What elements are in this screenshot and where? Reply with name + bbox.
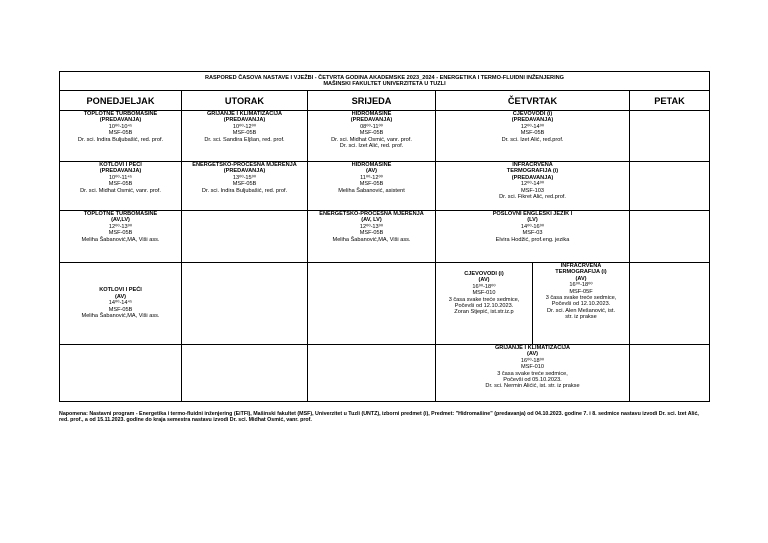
cell-line: MSF-03 [522,230,543,237]
class-cell [436,211,630,263]
cell-line: (AV,LV) [111,217,130,224]
day-header-wednesday: SRIJEDA [308,91,436,111]
class-cell [182,162,308,211]
cell-line: 12⁰⁰-13⁰⁰ [359,223,384,230]
cell-line: Dr. sci. Nermin Alićić, ist. str. iz prakse [485,383,580,390]
cell-line: MSF-05B [520,130,545,137]
cell-line: ENERGETSKO-PROCESNA MJERENJA [319,211,424,217]
empty-cell [308,345,436,402]
cell-line: HIDROMAŠINE [351,162,392,168]
cell-line: MSF-010 [520,364,544,371]
cell-line: 11⁰⁰-12⁰⁰ [360,174,383,181]
cell-line: 10⁰⁰-12⁰⁰ [232,123,257,130]
cell-line: str. iz prakse [565,314,597,321]
day-header-monday: PONEDJELJAK [60,91,182,111]
cell-line: Zoran Stjepić, ist.str.iz.p [454,309,514,316]
cell-line: 10⁰⁰-10⁴⁵ [108,123,133,130]
cell-line: POSLOVNI ENGLESKI JEZIK I [492,211,573,217]
empty-cell [182,211,308,263]
class-cell [308,162,436,211]
cell-line: GRIJANJE I KLIMATIZACIJA [494,345,571,351]
day-header-friday: PETAK [630,91,710,111]
cell-line: MSF-05B [108,130,133,137]
cell-line: (PREDAVANJA) [511,174,554,181]
class-cell [436,345,630,402]
cell-line: MSF-05B [108,230,133,237]
cell-line: TERMOGRAFIJA (i) [506,168,559,175]
empty-cell [182,345,308,402]
cell-line: Dr. sci. Midhat Osmić, vanr. prof. [80,187,161,194]
cell-line: MSF-010 [472,290,496,297]
cell-line: 12⁰⁰-14⁰⁰ [520,181,545,188]
class-cell [308,211,436,263]
cell-line: MSF-05B [108,181,133,188]
empty-cell [630,111,710,162]
class-cell [436,111,630,162]
cell-line: 14⁰⁰-14⁴⁵ [108,300,133,307]
cell-line: 10⁰⁰-11⁴⁵ [108,174,133,181]
cell-line: MSF-05B [232,130,257,137]
cell-line: 3 časa svake treće sedmice, [545,295,617,302]
cell-line: (PREDAVANJA) [223,168,266,175]
cell-line: Meliha Šabanović,MA, Viši ass. [332,236,411,243]
cell-line: 14⁰⁰-16⁰⁰ [520,223,545,230]
cell-line: CJEVOVODI (i) [512,111,553,117]
cell-line: TERMOGRAFIJA (i) [555,269,607,276]
cell-line: Meliha Šabanović, asistent [338,187,405,194]
class-cell [60,111,182,162]
schedule-note: Napomena: Nastavni program - Energetika i termo-fluidni inženjering (EiTFI), Mašinski fakultet (MSF), Univerzitet u Tuzli (UNTZ), izborni predmet (i), Predmet: "Hidromašine" (predavanja) od 04.10.2023. godine 7. i 8. sedmice nastavu izvodi Dr. sci. Izet Alić, red. prof., a od 15.11.2023. godine do kraja semestra nastavu izvodi Dr. sci. Midhat Osmić, vanr. prof. [59,411,699,424]
cell-line: 12⁰⁰-13⁰⁰ [108,223,133,230]
cell-line: Dr. sci. Izet Alić, red. prof. [339,143,404,150]
cell-line: Meliha Šabanović,MA, Viši ass. [81,313,160,320]
empty-cell [182,263,308,345]
cell-line: Elvira Hodžić, prof.eng. jezika [495,236,570,243]
class-subcell [436,263,532,344]
cell-line: Počevši od 12.10.2023. [551,301,611,308]
cell-line: Dr. sci. Indira Buljubašić, red. prof. [201,187,288,194]
cell-line: (AV) [365,168,378,175]
cell-line: MSF-05B [359,130,384,137]
cell-line: MSF-103 [520,187,544,194]
cell-line: 16⁰⁰-18⁰⁰ [472,283,496,290]
title-line-1: RASPORED ČASOVA NASTAVE I VJEŽBI - ČETVRTA GODINA AKADEMSKE 2023_2024 - ENERGETIKA I TERMO-FLUIDNI INŽENJERING [204,74,565,81]
cell-line: KOTLOVI I PEĆI [99,162,142,168]
cell-line: (LV) [527,217,538,224]
class-cell [308,111,436,162]
cell-line: Počevši od 05.10.2023. [503,377,562,384]
empty-cell [630,263,710,345]
cell-line: MSF-05B [232,181,257,188]
cell-line: HIDROMAŠINE [351,111,392,117]
empty-cell [630,211,710,263]
cell-line: (PREDAVANJA) [511,117,554,124]
cell-line: MSF-05F [569,288,593,295]
class-cell [60,211,182,263]
empty-cell [60,345,182,402]
empty-cell [308,263,436,345]
split-class-cell [436,263,630,345]
class-cell [60,263,182,345]
cell-line: 16⁰⁰-18⁰⁰ [569,282,593,289]
cell-line: Dr. sci. Sandira Eljšan, red. prof. [204,136,285,143]
cell-line: (AV) [526,351,539,358]
cell-line: Dr. sci. Fikret Alić, red.prof. [499,194,566,201]
class-subcell [532,263,629,344]
class-cell [436,162,630,211]
class-cell [182,111,308,162]
cell-line: TOPLOTNE TURBOMAŠINE [83,111,158,117]
cell-line: (PREDAVANJA) [350,117,393,124]
title-line-2: MAŠINSKI FAKULTET UNIVERZITETA U TUZLI [323,81,446,87]
cell-line: (PREDAVANJA) [99,117,142,124]
cell-line: Dr. sci. Alen Mešanović, ist. [546,307,616,314]
cell-line: Dr. sci. Indira Buljubašić, red. prof. [77,136,164,143]
cell-line: Dr. sci. Midhat Osmić, vanr. prof. [331,136,412,143]
cell-line: (AV) [114,293,127,300]
cell-line: 16⁰⁰-18⁰⁰ [520,357,545,364]
empty-cell [630,345,710,402]
cell-line: INFRACRVENA [512,162,553,168]
cell-line: (PREDAVANJA) [99,168,142,175]
cell-line: (AV) [575,275,587,282]
cell-line: 13⁰⁰-15⁰⁰ [232,174,257,181]
day-header-tuesday: UTORAK [182,91,308,111]
cell-line: GRIJANJE I KLIMATIZACIJA [206,111,283,117]
class-cell [60,162,182,211]
cell-line: Meliha Šabanović,MA, Viši ass. [81,236,160,243]
cell-line: (AV, LV) [361,217,382,224]
cell-line: Počevši od 12.10.2023. [454,303,514,310]
cell-line: KOTLOVI I PEĆI [99,287,142,294]
cell-line: 3 časa svake treće sedmice, [448,296,520,303]
cell-line: 3 časa svake treće sedmice, [497,370,568,377]
cell-line: 12⁰⁰-14⁰⁰ [520,123,545,130]
day-header-thursday: ČETVRTAK [436,91,630,111]
cell-line: INFRACRVENA [560,263,602,269]
cell-line: MSF-05B [108,306,133,313]
cell-line: Dr. sci. Izet Alić, red.prof. [501,136,564,143]
empty-cell [630,162,710,211]
cell-line: MSF-05B [359,181,384,188]
cell-line: (PREDAVANJA) [223,117,266,124]
cell-line: MSF-05B [359,230,384,237]
schedule-table [59,71,710,402]
cell-line: ENERGETSKO-PROCESNA MJERENJA [192,162,297,168]
schedule-title [60,72,710,91]
cell-line: CJEVOVODI (i) [464,271,504,277]
cell-line: TOPLOTNE TURBOMAŠINE [83,211,158,217]
cell-line: 08⁰⁰-11⁰⁰ [360,123,383,130]
cell-line: (AV) [478,277,490,284]
